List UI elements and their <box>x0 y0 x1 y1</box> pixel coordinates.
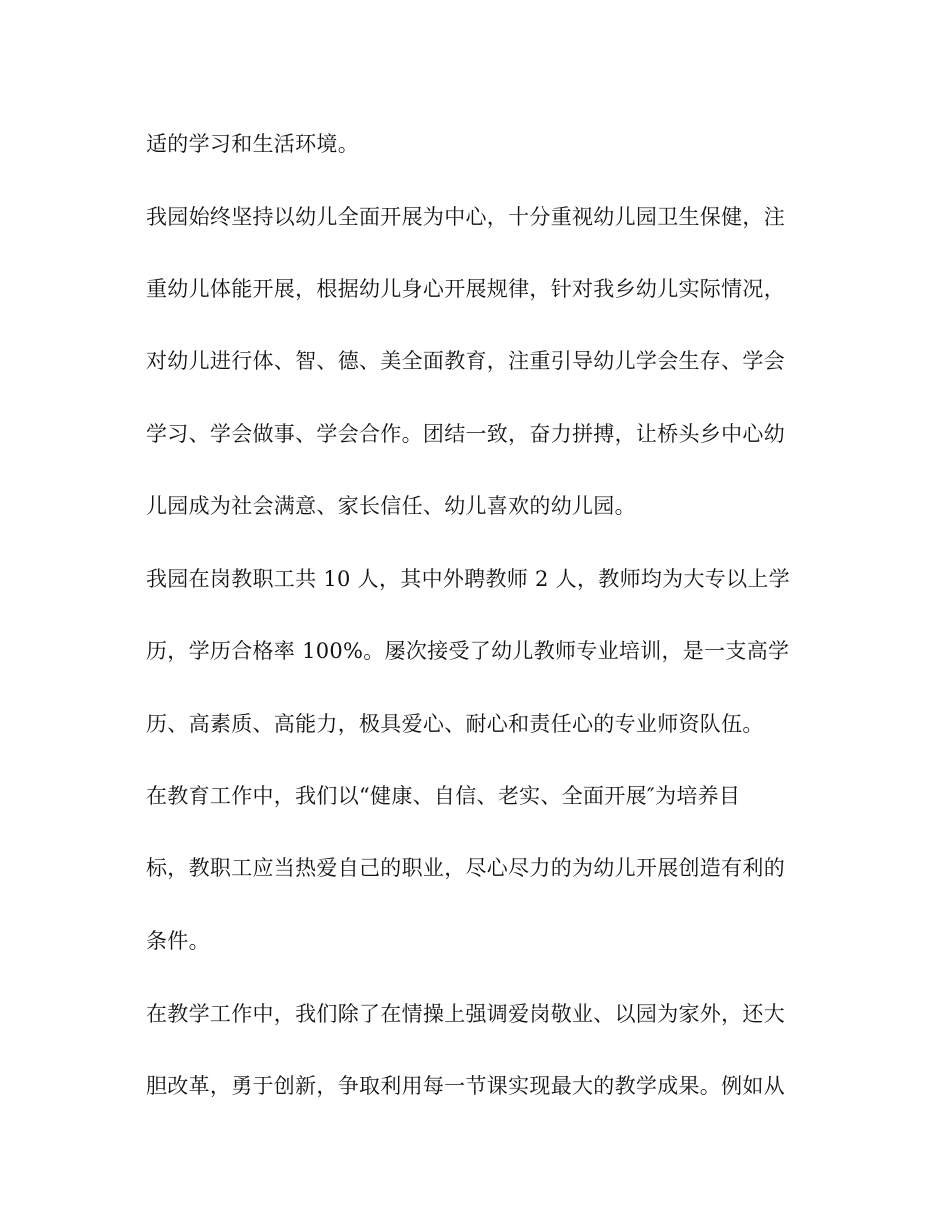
text-line: 胆改革，勇于创新，争取利用每一节课实现最大的教学成果。例如从 <box>146 1074 785 1098</box>
text-line: 重幼儿体能开展，根据幼儿身心开展规律，针对我乡幼儿实际情况， <box>146 277 785 301</box>
text-line: 我园始终坚持以幼儿全面开展为中心，十分重视幼儿园卫生保健，注 <box>146 205 785 229</box>
text-line: 条件。 <box>146 929 210 953</box>
text-line: 我园在岗教职工共 10 人，其中外聘教师 2 人，教师均为大专以上学 <box>146 567 790 591</box>
text-line: 标，教职工应当热爱自己的职业，尽心尽力的为幼儿开展创造有利的 <box>146 856 785 880</box>
text-line: 在教育工作中，我们以“健康、自信、老实、全面开展″为培养目 <box>146 784 741 808</box>
text-line: 适的学习和生活环境。 <box>146 132 359 156</box>
text-line: 历、高素质、高能力，极具爱心、耐心和责任心的专业师资队伍。 <box>146 712 764 736</box>
text-line: 对幼儿进行体、智、德、美全面教育，注重引导幼儿学会生存、学会 <box>146 349 785 373</box>
text-line: 历，学历合格率 100%。屡次接受了幼儿教师专业培训，是一支高学 <box>146 639 790 663</box>
text-line: 学习、学会做事、学会合作。团结一致，奋力拼搏，让桥头乡中心幼 <box>146 422 785 446</box>
text-line: 儿园成为社会满意、家长信任、幼儿喜欢的幼儿园。 <box>146 494 636 518</box>
text-line: 在教学工作中，我们除了在情操上强调爱岗敬业、以园为家外，还大 <box>146 1002 785 1026</box>
